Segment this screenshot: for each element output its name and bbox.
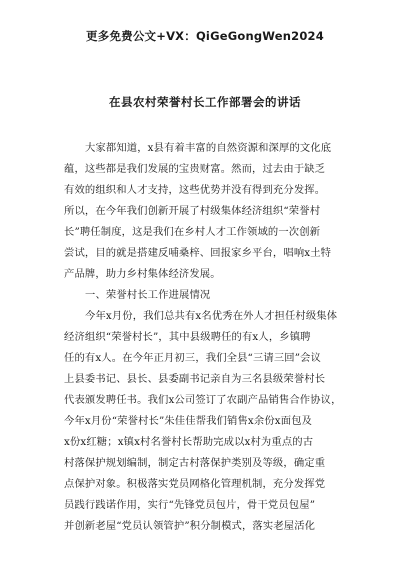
body-text-line: 今年x月份，我们总共有x名优秀在外人才担任村级集体 xyxy=(85,310,338,322)
document-title: 在县农村荣誉村长工作部署会的讲话 xyxy=(109,95,301,109)
body-text-line: 并创新老屋“党员认领管护”积分制模式，落实老屋活化 xyxy=(64,520,316,532)
body-text-line: 大家都知道，x县有着丰富的自然资源和深厚的文化底 xyxy=(85,142,332,154)
body-text-line: 上县委书记、县长、县委副书记亲自为三名县级荣誉村长 xyxy=(64,373,326,385)
body-text-line: x份x红糖；x镇x村名誉村长帮助完成以x村为重点的古 xyxy=(64,436,314,448)
body-text-line: 尝试，目的就是搭建反哺桑梓、回报家乡平台，唱响x土特 xyxy=(64,247,332,259)
body-text-line: 一、荣誉村长工作进展情况 xyxy=(85,289,211,301)
document-body xyxy=(64,138,352,537)
body-text-line: 村落保护规划编制，制定古村落保护类别及等级，确定重 xyxy=(64,457,326,469)
body-text-line: 代表颁发聘任书。我们x公司签订了农副产品销售合作协议， xyxy=(64,394,342,406)
body-text-line: 经济组织“荣誉村长”，其中县级聘任的有x人，乡镇聘 xyxy=(64,331,311,343)
body-text-line: 长”聘任制度，这是我们在乡村人才工作领域的一次创新 xyxy=(64,226,321,238)
body-text-line: 所以，在今年我们创新开展了村级集体经济组织“荣誉村 xyxy=(64,205,321,217)
watermark-header: 更多免费公文+VX：QiGeGongWen2024 xyxy=(86,29,324,43)
body-text-line: 员践行践诺作用，实行“先锋党员包片，骨干党员包屋” xyxy=(64,499,316,511)
body-text-line: 点保护对象。积极落实党员网格化管理机制，充分发挥党 xyxy=(64,478,326,490)
body-text-line: 任的有x人。在今年正月初三，我们全县“三请三回”会议 xyxy=(64,352,322,364)
body-text-line: 产品牌，助力乡村集体经济发展。 xyxy=(64,268,221,280)
body-text-line: 有效的组织和人才支持，这些优势并没有得到充分发挥。 xyxy=(64,184,326,196)
body-text-line: 蕴，这些都是我们发展的宝贵财富。然而，过去由于缺乏 xyxy=(64,163,326,175)
body-text-line: 今年x月份“荣誉村长”朱佳佳帮我们销售x余份x面包及 xyxy=(64,415,313,427)
